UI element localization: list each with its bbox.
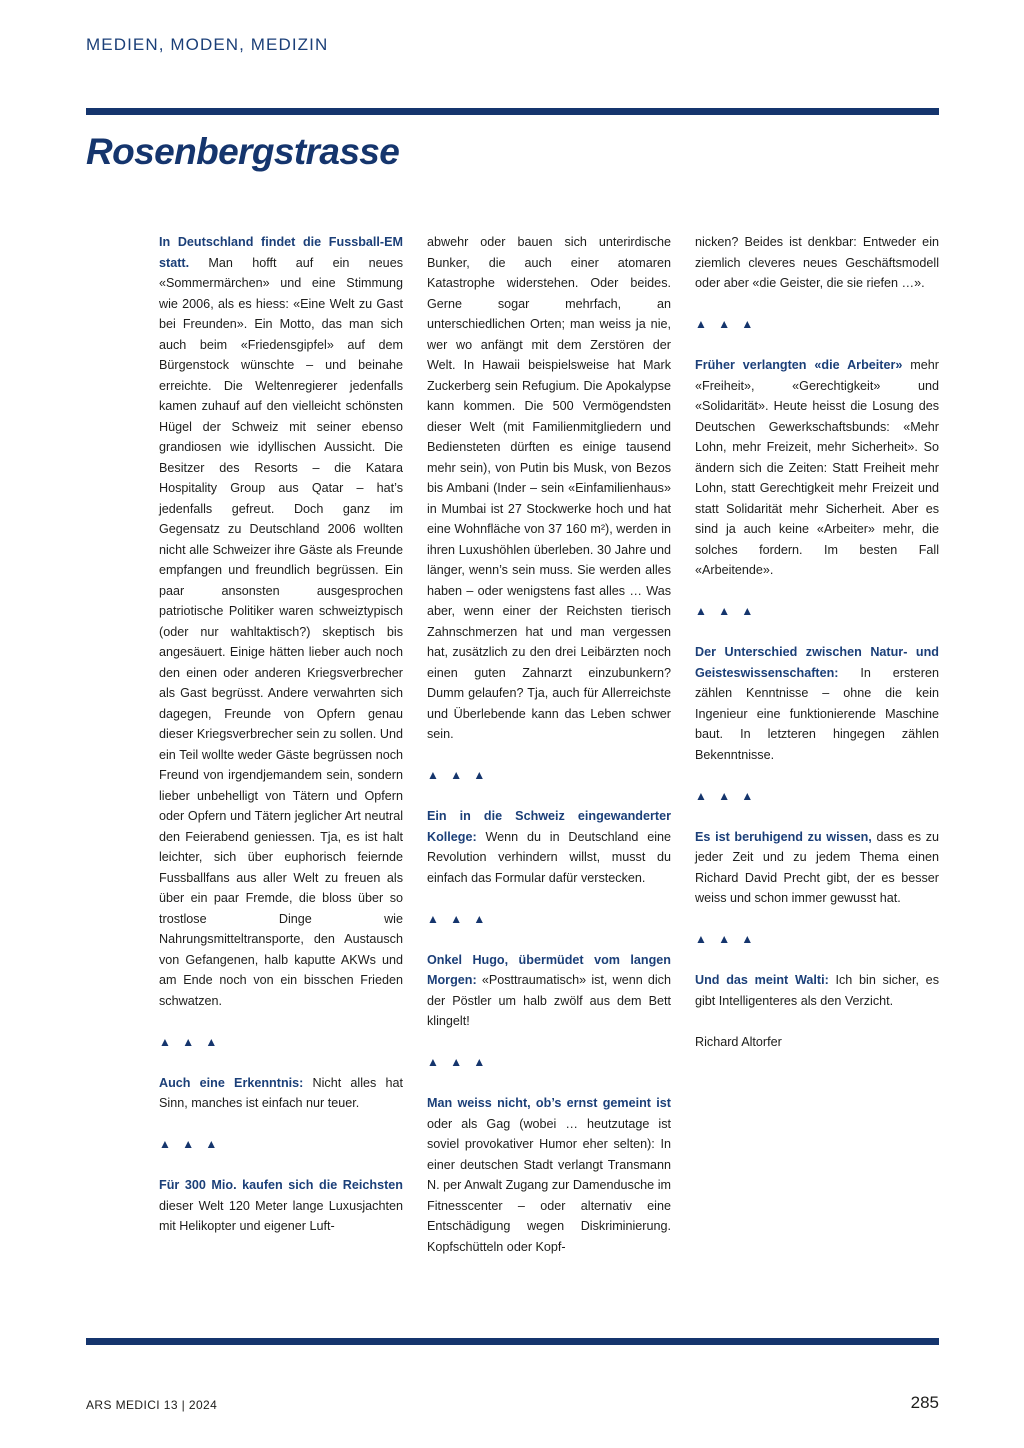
paragraph (427, 232, 671, 745)
separator-triangles: ▲ ▲ ▲ (427, 1055, 490, 1069)
column-2 (427, 232, 671, 1257)
section-header: MEDIEN, MODEN, MEDIZIN (86, 35, 329, 54)
column-1 (159, 232, 403, 1237)
paragraph (695, 827, 939, 909)
column-3 (695, 232, 939, 1052)
paragraph-lead: Früher verlangten «die Arbeiter» (695, 358, 903, 372)
separator-triangles: ▲ ▲ ▲ (159, 1034, 222, 1049)
paragraph-text: oder als Gag (wobei … heutzutage ist soviel provokativer Humor eher selten): In einer deutschen Stadt verlangt Transmann N. per Anwalt Zugang zur Damendusche im Fitnesscenter – oder alternativ eine Entschädigung wegen Diskriminierung. Kopfschütteln oder Kopf- (427, 1116, 671, 1254)
page-title: Rosenbergstrasse (86, 131, 400, 172)
paragraph (695, 232, 939, 294)
separator-triangles: ▲ ▲ ▲ (427, 768, 490, 782)
separator-triangles: ▲ ▲ ▲ (695, 788, 758, 803)
paragraph (159, 1073, 403, 1114)
paragraph-lead: In Deutschland findet die Fussball-EM statt. (159, 235, 403, 270)
paragraph (695, 970, 939, 1011)
paragraph-lead: Der Unterschied zwischen Natur- und Geisteswissenschaften: (695, 645, 939, 680)
journal-issue: ARS MEDICI 13 | 2024 (86, 1398, 218, 1412)
separator-triangles: ▲ ▲ ▲ (695, 317, 758, 331)
paragraph-lead: Für 300 Mio. kaufen sich die Reichsten (159, 1178, 403, 1192)
paragraph-lead: Onkel Hugo, übermüdet vom langen Morgen: (427, 952, 671, 987)
top-rule (86, 108, 939, 115)
paragraph-text: Ich bin sicher, es gibt Intelligenteres als den Verzicht. (695, 973, 939, 1008)
paragraph (695, 642, 939, 765)
paragraph (159, 232, 403, 1011)
separator-triangles: ▲ ▲ ▲ (159, 1137, 222, 1151)
paragraph (427, 806, 671, 888)
paragraph-text: abwehr oder bauen sich unterirdische Bunker, die auch einer atomaren Katastrophe widerstehen. Oder beides. Gerne sogar mehrfach, an unterschiedlichen Orten; man weiss ja nie, wer wo anfängt mit dem Zerstören der Welt. In Hawaii beispielsweise hat Mark Zuckerberg sein Refugium. Die Apokalypse kann kommen. Die 500 Vermögendsten dieser Welt (mit Familienmitgliedern und Bediensteten dürften es einige tausend mehr sein), von Putin bis Musk, von Bezos bis Ambani (Inder – sein «Einfamilienhaus» in Mumbai ist 27 Stockwerke hoch und hat eine Wohnfläche von 37 160 m²), werden in ihren Luxushöhlen überleben. 30 Jahre und länger, wenn’s sein muss. Sie werden alles haben – oder wenigstens fast alles … Was aber, wenn einer der Reichsten tierisch Zahnschmerzen hat und man vergessen hat, zusätzlich zu den drei Leibärzten noch einen guten Zahnarzt einzubunkern? Dumm gelaufen? Tja, auch für Allerreichste und Überlebende kann das Leben schwer sein. (427, 235, 671, 741)
paragraph-lead: Auch eine Erkenntnis: (159, 1075, 304, 1090)
paragraph-text: nicken? Beides ist denkbar: Entweder ein ziemlich cleveres neues Geschäftsmodell oder aber «die Geister, die sie riefen …». (695, 235, 939, 290)
paragraph (159, 1175, 403, 1237)
paragraph-text: Nicht alles hat Sinn, manches ist einfach nur teuer. (159, 1075, 403, 1110)
separator-triangles: ▲ ▲ ▲ (427, 911, 490, 926)
paragraph (427, 1093, 671, 1257)
paragraph-lead: Ein in die Schweiz eingewanderter Kollege: (427, 809, 671, 844)
paragraph (695, 355, 939, 581)
paragraph-text: «Posttraumatisch» ist, wenn dich der Pöstler um halb zwölf aus dem Bett klingelt! (427, 973, 671, 1028)
paragraph (427, 950, 671, 1032)
page-number: 285 (910, 1393, 939, 1412)
paragraph-text: Man hofft auf ein neues «Sommermärchen» und eine Stimmung wie 2006, als es hiess: «Eine Welt zu Gast bei Freunden». Ein Motto, das man sich auch beim «Friedensgipfel» auf dem Bürgenstock wünschte – und beinahe erreichte. Die Weltenregierer jedenfalls kamen zuhauf auf den vielleicht schönsten Hügel der Schweiz mit seiner ebenso grandiosen wie idyllischen Aussicht. Die Besitzer des Resorts – die Katara Hospitality Group aus Qatar – hat’s jedenfalls gefreut. Doch ganz im Gegensatz zu Deutschland 2006 wollten nicht alle Schweizer ihre Gäste als Freunde empfangen und freundlich begrüssen. Ein paar ansonsten ausgesprochen patriotische Politiker waren schweiztypisch (oder nur wahltaktisch?) skeptisch bis angesäuert. Einige hätten lieber auch noch den einen oder anderen Kriegsverbrecher als Gast begrüsst. Andere verwahrten sich dagegen, Freunde von Opfern genau dieser Kriegsverbrecher sein zu sollen. Und ein Teil wollte weder Gäste begrüssen noch Freund von irgendjemandem sein, sondern lieber unbehelligt von Tätern und Opfern oder Opfern und Tätern jeglicher Art neutral den Feierabend geniessen. Tja, es ist halt leichter, sich über euphorisch feiernde Fussballfans aus aller Welt zu freuen als über ein paar Fremde, die bloss über so trostlose Dinge wie Nahrungsmitteltransporte, den Austausch von Gefangenen, halb kaputte AKWs und am Ende noch von ein bisschen Frieden schwatzen. (159, 255, 403, 1008)
separator-triangles: ▲ ▲ ▲ (695, 932, 758, 946)
paragraph-lead: Und das meint Walti: (695, 973, 829, 987)
paragraph-text: dass es zu jeder Zeit und zu jedem Thema einen Richard David Precht gibt, der es besser weiss und schon immer gewusst hat. (695, 829, 940, 905)
paragraph-text: mehr «Freiheit», «Gerechtigkeit» und «Solidarität». Heute heisst die Losung des Deutschen Gewerkschaftsbunds: «Mehr Lohn, mehr Freizeit, mehr Sicherheit». So ändern sich die Zeiten: Statt Freiheit mehr Lohn, statt Gerechtigkeit mehr Freizeit und statt Solidarität mehr Sicherheit. Aber es sind ja auch keine «Arbeiter» mehr, die solches fordern. Im besten Fall «Arbeitende». (695, 358, 939, 577)
paragraph-lead: Es ist beruhigend zu wissen, (695, 829, 872, 844)
author-name: Richard Altorfer (695, 1034, 782, 1049)
paragraph-text: In ersteren zählen Kenntnisse – ohne die kein Ingenieur eine funktionierende Maschine baut. In letzteren hingegen zählen Bekenntnisse. (695, 665, 939, 762)
paragraph-lead: Man weiss nicht, ob’s ernst gemeint ist (427, 1096, 671, 1110)
paragraph-text: Wenn du in Deutschland eine Revolution verhindern willst, musst du einfach das Formular dafür verstecken. (427, 829, 671, 885)
paragraph-text: dieser Welt 120 Meter lange Luxusjachten mit Helikopter und eigener Luft- (159, 1198, 403, 1233)
bottom-rule (86, 1338, 939, 1345)
separator-triangles: ▲ ▲ ▲ (695, 604, 758, 618)
